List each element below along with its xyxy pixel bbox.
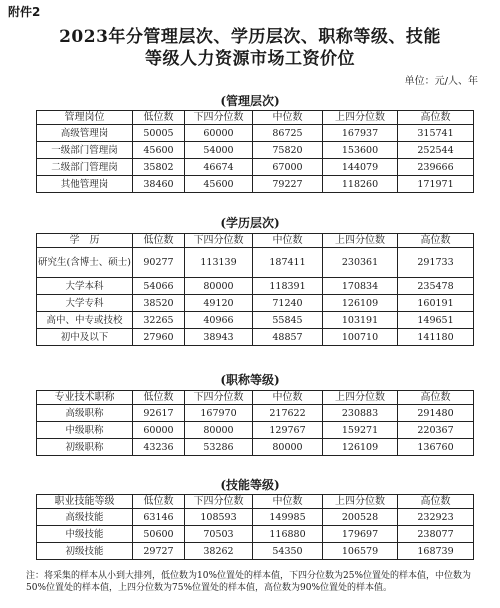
table-cell: 86725 [253, 125, 323, 142]
table-cell: 118260 [323, 176, 398, 193]
table-row [37, 278, 474, 295]
table-cell: 126109 [323, 295, 398, 312]
col-header: 下四分位数 [185, 495, 253, 509]
table-cell: 70503 [185, 526, 253, 543]
attachment-label: 附件2 [8, 5, 41, 19]
table-row [37, 125, 474, 142]
row-label: 其他管理岗 [37, 176, 133, 193]
col-header: 管理岗位 [37, 111, 133, 125]
table-cell: 80000 [185, 278, 253, 295]
col-header: 中位数 [253, 111, 323, 125]
col-header: 低位数 [133, 234, 185, 248]
table-cell: 90277 [133, 248, 185, 278]
col-header: 高位数 [398, 391, 474, 405]
table-row [37, 526, 474, 543]
table-row [37, 159, 474, 176]
table-cell: 40966 [185, 312, 253, 329]
table-cell: 38460 [133, 176, 185, 193]
col-header: 上四分位数 [323, 234, 398, 248]
table-cell: 171971 [398, 176, 474, 193]
table-cell: 50005 [133, 125, 185, 142]
table-cell: 80000 [253, 439, 323, 456]
table-cell: 167970 [185, 405, 253, 422]
table-cell: 46674 [185, 159, 253, 176]
col-header: 高位数 [398, 111, 474, 125]
row-label: 高级职称 [37, 405, 133, 422]
table-cell: 291733 [398, 248, 474, 278]
table-cell: 168739 [398, 543, 474, 560]
table-cell: 200528 [323, 509, 398, 526]
table-row [37, 176, 474, 193]
row-label: 二级部门管理岗 [37, 159, 133, 176]
table-row [37, 329, 474, 346]
row-label: 初级职称 [37, 439, 133, 456]
table-management [36, 110, 474, 193]
table-cell: 136760 [398, 439, 474, 456]
table-cell: 79227 [253, 176, 323, 193]
table-cell: 71240 [253, 295, 323, 312]
table-cell: 103191 [323, 312, 398, 329]
col-header: 下四分位数 [185, 234, 253, 248]
table-row [37, 422, 474, 439]
row-label: 大学本科 [37, 278, 133, 295]
table-cell: 220367 [398, 422, 474, 439]
table-cell: 232923 [398, 509, 474, 526]
table-cell: 100710 [323, 329, 398, 346]
table-cell: 315741 [398, 125, 474, 142]
table-cell: 29727 [133, 543, 185, 560]
table-cell: 239666 [398, 159, 474, 176]
table-cell: 38943 [185, 329, 253, 346]
table-cell: 67000 [253, 159, 323, 176]
table-cell: 149985 [253, 509, 323, 526]
col-header: 职业技能等级 [37, 495, 133, 509]
table-cell: 32265 [133, 312, 185, 329]
col-header: 上四分位数 [323, 391, 398, 405]
table-cell: 291480 [398, 405, 474, 422]
table-cell: 48857 [253, 329, 323, 346]
table-cell: 75820 [253, 142, 323, 159]
table-cell: 54350 [253, 543, 323, 560]
table-cell: 118391 [253, 278, 323, 295]
table-cell: 153600 [323, 142, 398, 159]
col-header: 上四分位数 [323, 111, 398, 125]
table-cell: 92617 [133, 405, 185, 422]
table-cell: 113139 [185, 248, 253, 278]
col-header: 中位数 [253, 495, 323, 509]
footnote: 注：将采集的样本从小到大排列，低位数为10%位置处的样本值，下四分位数为25%位置处的样本值，中位数为50%位置处的样本值，上四分位数为75%位置处的样本值，高位数为90%位置处的样本值。 [26, 571, 472, 593]
table-cell: 50600 [133, 526, 185, 543]
section-title-skills: (技能等级) [220, 478, 280, 492]
table-cell: 141180 [398, 329, 474, 346]
table-cell: 63146 [133, 509, 185, 526]
table-cell: 179697 [323, 526, 398, 543]
table-row [37, 312, 474, 329]
col-header: 低位数 [133, 111, 185, 125]
table-row [37, 543, 474, 560]
unit-label: 单位：元/人、年 [404, 76, 478, 87]
table-cell: 252544 [398, 142, 474, 159]
table-cell: 45600 [133, 142, 185, 159]
table-row [37, 509, 474, 526]
table-cell: 38520 [133, 295, 185, 312]
table-skills [36, 494, 474, 560]
table-cell: 187411 [253, 248, 323, 278]
table-cell: 45600 [185, 176, 253, 193]
page-title-line1: 2023年分管理层次、学历层次、职称等级、技能 [59, 27, 441, 47]
row-label: 研究生(含博士、硕士) [37, 248, 133, 278]
table-row [37, 295, 474, 312]
table-cell: 230361 [323, 248, 398, 278]
col-header: 中位数 [253, 391, 323, 405]
col-header: 学 历 [37, 234, 133, 248]
row-label: 高级技能 [37, 509, 133, 526]
table-row [37, 248, 474, 278]
col-header: 高位数 [398, 234, 474, 248]
row-label: 高级管理岗 [37, 125, 133, 142]
table-cell: 235478 [398, 278, 474, 295]
col-header: 专业技术职称 [37, 391, 133, 405]
table-cell: 60000 [185, 125, 253, 142]
page-title-line2: 等级人力资源市场工资价位 [145, 49, 355, 69]
table-cell: 230883 [323, 405, 398, 422]
col-header: 低位数 [133, 391, 185, 405]
table-cell: 170834 [323, 278, 398, 295]
table-cell: 159271 [323, 422, 398, 439]
table-cell: 38262 [185, 543, 253, 560]
section-title-professional: (职称等级) [220, 373, 280, 387]
table-cell: 60000 [133, 422, 185, 439]
row-label: 初级技能 [37, 543, 133, 560]
table-cell: 54066 [133, 278, 185, 295]
table-education [36, 233, 474, 346]
col-header: 上四分位数 [323, 495, 398, 509]
table-cell: 108593 [185, 509, 253, 526]
table-cell: 54000 [185, 142, 253, 159]
table-row [37, 142, 474, 159]
col-header: 下四分位数 [185, 391, 253, 405]
table-row [37, 439, 474, 456]
row-label: 高中、中专或技校 [37, 312, 133, 329]
table-cell: 149651 [398, 312, 474, 329]
table-cell: 217622 [253, 405, 323, 422]
table-row [37, 405, 474, 422]
table-cell: 129767 [253, 422, 323, 439]
table-cell: 27960 [133, 329, 185, 346]
table-cell: 49120 [185, 295, 253, 312]
table-header-row [37, 391, 474, 405]
table-header-row [37, 495, 474, 509]
col-header: 高位数 [398, 495, 474, 509]
table-header-row [37, 111, 474, 125]
table-cell: 35802 [133, 159, 185, 176]
table-cell: 160191 [398, 295, 474, 312]
row-label: 中级职称 [37, 422, 133, 439]
row-label: 一级部门管理岗 [37, 142, 133, 159]
table-professional [36, 390, 474, 456]
table-header-row [37, 234, 474, 248]
table-cell: 126109 [323, 439, 398, 456]
table-cell: 167937 [323, 125, 398, 142]
section-title-education: (学历层次) [220, 216, 280, 230]
col-header: 低位数 [133, 495, 185, 509]
section-title-management: (管理层次) [220, 94, 280, 108]
table-cell: 43236 [133, 439, 185, 456]
col-header: 下四分位数 [185, 111, 253, 125]
col-header: 中位数 [253, 234, 323, 248]
table-cell: 116880 [253, 526, 323, 543]
table-cell: 55845 [253, 312, 323, 329]
row-label: 中级技能 [37, 526, 133, 543]
table-cell: 144079 [323, 159, 398, 176]
table-cell: 238077 [398, 526, 474, 543]
row-label: 大学专科 [37, 295, 133, 312]
row-label: 初中及以下 [37, 329, 133, 346]
table-cell: 106579 [323, 543, 398, 560]
table-cell: 53286 [185, 439, 253, 456]
table-cell: 80000 [185, 422, 253, 439]
